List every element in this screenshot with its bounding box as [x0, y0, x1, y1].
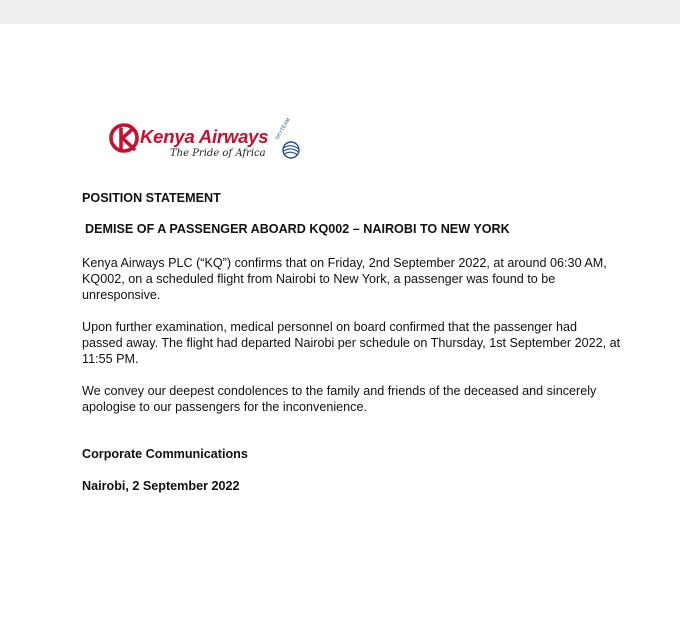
paragraph-1-line-3: unresponsive.: [82, 288, 161, 302]
paragraph-3-line-2: apologise to our passengers for the inconvenience.: [82, 400, 367, 414]
viewer-top-band: [0, 0, 680, 24]
svg-text:SKYTEAM: SKYTEAM: [274, 117, 292, 141]
paragraph-1-line-1: Kenya Airways PLC (“KQ”) confirms that on Friday, 2nd September 2022, at around 06:30 AM,: [82, 256, 607, 270]
logo-wordmark: Kenya Airways: [140, 126, 269, 147]
skyteam-icon: [275, 117, 299, 158]
paragraph-2-line-3: 11:55 PM.: [82, 352, 139, 366]
document-heading: POSITION STATEMENT: [82, 191, 221, 205]
signature-department: Corporate Communications: [82, 447, 248, 461]
document-subject: DEMISE OF A PASSENGER ABOARD KQ002 – NAIROBI TO NEW YORK: [85, 222, 510, 236]
paragraph-3-line-1: We convey our deepest condolences to the family and friends of the deceased and sincerely: [82, 384, 597, 398]
kenya-airways-logo: [108, 117, 303, 169]
paragraph-1-line-2: KQ002, on a scheduled flight from Nairobi to New York, a passenger was found to be: [82, 272, 556, 286]
signature-place-date: Nairobi, 2 September 2022: [82, 479, 240, 493]
logo-tagline: The Pride of Africa: [170, 148, 266, 159]
paragraph-2-line-1: Upon further examination, medical personnel on board confirmed that the passenger had: [82, 320, 577, 334]
paragraph-2-line-2: passed away. The flight had departed Nairobi per schedule on Thursday, 1st September 2022, at: [82, 336, 621, 350]
